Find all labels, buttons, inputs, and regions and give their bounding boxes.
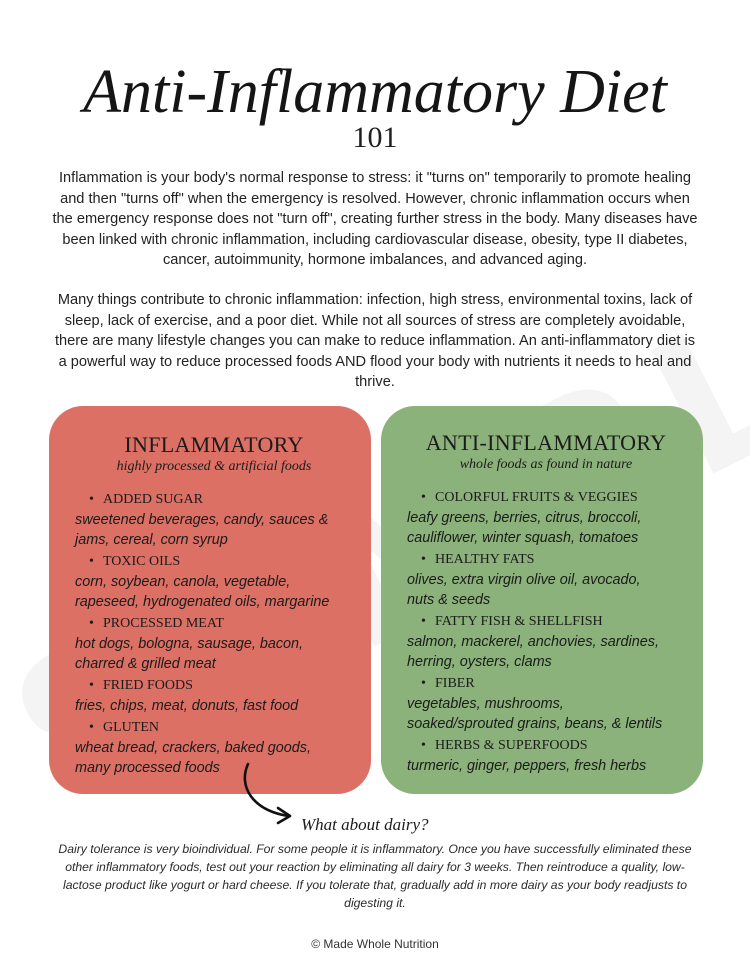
anti-inflammatory-subtitle: whole foods as found in nature xyxy=(459,457,633,472)
inflammatory-item-desc: corn, soybean, canola, vegetable, rapeseed, hydrogenated oils, margarine xyxy=(75,574,330,610)
page-subtitle: 101 xyxy=(352,121,398,154)
anti-inflammatory-item-desc: leafy greens, berries, citrus, broccoli, cauliflower, winter squash, tomatoes xyxy=(407,510,642,546)
anti-inflammatory-item-desc: turmeric, ginger, peppers, fresh herbs xyxy=(407,758,647,774)
inflammatory-item-head: • ADDED SUGAR xyxy=(75,490,353,510)
bullet-icon: • xyxy=(89,554,94,569)
inflammatory-item-desc: sweetened beverages, candy, sauces & jams, cereal, corn syrup xyxy=(75,512,329,548)
anti-inflammatory-item-head: • FIBER xyxy=(407,674,685,694)
inflammatory-item-desc: wheat bread, crackers, baked goods, many processed foods xyxy=(75,740,311,776)
anti-inflammatory-item-head: • COLORFUL FRUITS & VEGGIES xyxy=(407,488,685,508)
intro-paragraph-1: Inflammation is your body's normal response to stress: it "turns on" temporarily to promote healing and then "turns off" when the emergency is resolved. However, chronic inflammation occurs when the emergency response does not "turn off", creating further stress in the body. Many diseases have been linked with chronic inflammation, including cardiovascular disease, obesity, type II diabetes, cancer, autoimmunity, hormone imbalances, and advanced aging. xyxy=(52,170,698,268)
dairy-heading: What about dairy? xyxy=(301,815,429,834)
inflammatory-subtitle: highly processed & artificial foods xyxy=(116,459,312,474)
inflammatory-item-desc: hot dogs, bologna, sausage, bacon, charred & grilled meat xyxy=(75,636,304,672)
anti-inflammatory-item-desc: olives, extra virgin olive oil, avocado, nuts & seeds xyxy=(407,572,641,608)
anti-inflammatory-item-head: • HERBS & SUPERFOODS xyxy=(407,736,685,756)
inflammatory-item-desc: fries, chips, meat, donuts, fast food xyxy=(75,698,299,714)
anti-inflammatory-panel xyxy=(381,406,703,794)
inflammatory-item-head: • PROCESSED MEAT xyxy=(75,614,353,634)
bullet-icon: • xyxy=(89,616,94,631)
page-title: Anti-Inflammatory Diet xyxy=(83,58,667,126)
inflammatory-item-head: • FRIED FOODS xyxy=(75,676,353,696)
bullet-icon: • xyxy=(89,492,94,507)
inflammatory-item-head: • TOXIC OILS xyxy=(75,552,353,572)
bullet-icon: • xyxy=(421,552,426,567)
curved-arrow-icon xyxy=(236,762,300,826)
bullet-icon: • xyxy=(421,676,426,691)
dairy-paragraph: Dairy tolerance is very bioindividual. For some people it is inflammatory. Once you have successfully eliminated these other inflammatory foods, test out your reaction by eliminating all dairy for 3 weeks. Then reintroduce a quality, low-lactose product like yogurt or hard cheese. If you tolerate that, gradually add in more dairy as your body readjusts to digesting it. xyxy=(58,842,692,910)
anti-inflammatory-item-head: • FATTY FISH & SHELLFISH xyxy=(407,612,685,632)
anti-inflammatory-item-desc: vegetables, mushrooms, soaked/sprouted grains, beans, & lentils xyxy=(407,696,663,732)
inflammatory-panel xyxy=(49,406,371,794)
bullet-icon: • xyxy=(89,720,94,735)
intro-paragraph-2: Many things contribute to chronic inflammation: infection, high stress, environmental toxins, lack of sleep, lack of exercise, and a poor diet. While not all sources of stress are completely avoidable, there are many lifestyle changes you can make to reduce inflammation. An anti-inflammatory diet is a powerful way to reduce processed foods AND flood your body with nutrients it needs to heal and thrive. xyxy=(54,292,695,390)
inflammatory-item-head: • GLUTEN xyxy=(75,718,353,738)
bullet-icon: • xyxy=(421,490,426,505)
bullet-icon: • xyxy=(89,678,94,693)
anti-inflammatory-item-desc: salmon, mackerel, anchovies, sardines, herring, oysters, clams xyxy=(407,634,659,670)
inflammatory-title: INFLAMMATORY xyxy=(124,432,304,457)
bullet-icon: • xyxy=(421,614,426,629)
copyright-footer: © Made Whole Nutrition xyxy=(311,937,439,951)
anti-inflammatory-title: ANTI-INFLAMMATORY xyxy=(425,430,667,455)
bullet-icon: • xyxy=(421,738,426,753)
anti-inflammatory-item-head: • HEALTHY FATS xyxy=(407,550,685,570)
